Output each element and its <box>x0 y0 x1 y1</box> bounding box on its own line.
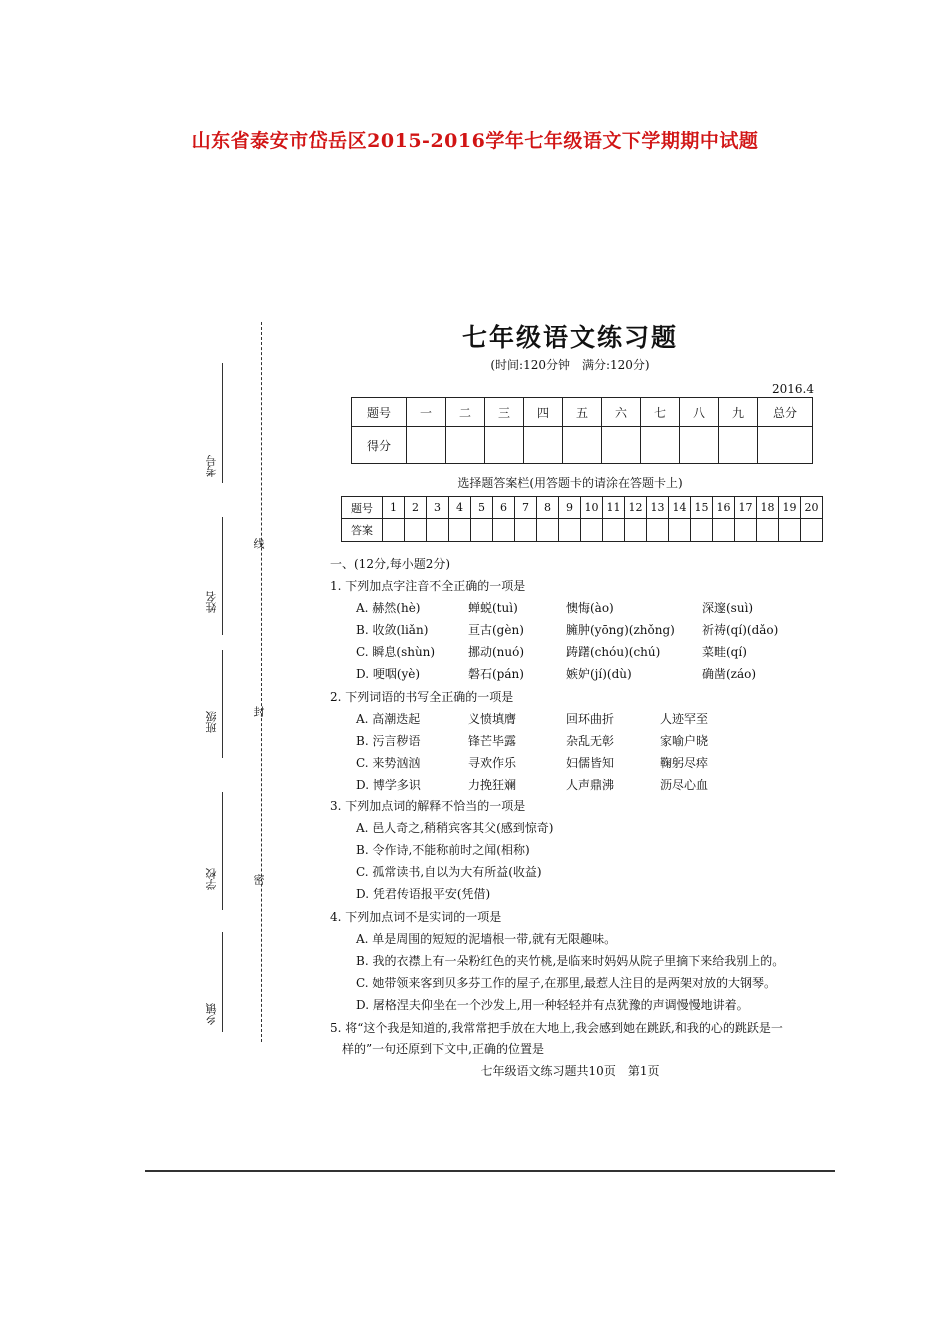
answer-row-label: 答案 <box>342 519 383 542</box>
question-4-option-b: B. 我的衣襟上有一朵粉红色的夹竹桃,是临来时妈妈从院子里摘下来给我别上的。 <box>356 954 785 968</box>
score-header-cell: 六 <box>602 398 641 427</box>
question-2-option-b-item: 杂乱无彰 <box>566 734 615 748</box>
score-cell <box>641 427 680 464</box>
answer-header-cell: 10 <box>581 497 603 519</box>
answer-cell <box>493 519 515 542</box>
question-2-option-b-item: B. 污言秽语 <box>356 734 421 748</box>
answer-header-cell: 20 <box>801 497 823 519</box>
score-cell <box>446 427 485 464</box>
question-1-stem: 1. 下列加点字注音不全正确的一项是 <box>330 579 526 593</box>
question-4-option-a: A. 单是周围的短短的泥墙根一带,就有无限趣味。 <box>356 932 617 946</box>
answer-cell <box>779 519 801 542</box>
question-1-option-d-item: 嫉妒(jí)(dù) <box>566 667 632 681</box>
question-1-option-b-item: 臃肿(yōng)(zhǒng) <box>566 623 675 637</box>
exam-subtitle: (时间:120分钟 满分:120分) <box>490 358 650 372</box>
question-2-option-d-item: D. 博学多识 <box>356 778 421 792</box>
question-3-option-b: B. 令作诗,不能称前时之闻(相称) <box>356 843 530 857</box>
answer-cell <box>449 519 471 542</box>
answer-cell <box>691 519 713 542</box>
answer-header-cell: 19 <box>779 497 801 519</box>
answer-table <box>341 496 823 542</box>
binding-blank-name <box>222 517 223 635</box>
answer-header-cell: 12 <box>625 497 647 519</box>
score-table <box>351 397 813 464</box>
question-1-option-b-item: 祈祷(qí)(dǎo) <box>702 623 779 637</box>
exam-title: 七年级语文练习题 <box>461 323 678 352</box>
answer-cell <box>515 519 537 542</box>
answer-cell <box>669 519 691 542</box>
answer-header-cell: 17 <box>735 497 757 519</box>
question-2-option-c-item: 鞠躬尽瘁 <box>660 756 709 770</box>
question-1-option-c-item: 挪动(nuó) <box>468 645 525 659</box>
bottom-rule <box>145 1170 835 1172</box>
answer-header-cell: 13 <box>647 497 669 519</box>
answer-header-cell: 11 <box>603 497 625 519</box>
score-header-cell: 七 <box>641 398 680 427</box>
question-2-option-c-item: 寻欢作乐 <box>468 756 517 770</box>
question-2-option-a-item: A. 高潮迭起 <box>356 712 421 726</box>
question-2-option-d-item: 人声鼎沸 <box>566 778 615 792</box>
question-2-option-d-item: 力挽狂斓 <box>468 778 517 792</box>
exam-date: 2016.4 <box>772 382 814 396</box>
question-4-option-c: C. 她带领来客到贝多芬工作的屋子,在那里,最惹人注目的是两架对放的大钢琴。 <box>356 976 777 990</box>
answer-header-cell: 14 <box>669 497 691 519</box>
answer-header-label: 题号 <box>342 497 383 519</box>
binding-blank-township <box>222 932 223 1032</box>
answer-cell <box>603 519 625 542</box>
seal-word-secret: 密 <box>252 874 265 885</box>
score-header-cell: 题号 <box>352 398 407 427</box>
score-header-cell: 总分 <box>758 398 813 427</box>
question-1-option-a-item: 深邃(suì) <box>702 601 754 615</box>
answer-cell <box>625 519 647 542</box>
answer-cell <box>647 519 669 542</box>
score-cell <box>524 427 563 464</box>
answer-header-cell: 18 <box>757 497 779 519</box>
question-1-option-b-item: 亘古(gèn) <box>468 623 524 637</box>
answer-header-cell: 8 <box>537 497 559 519</box>
answer-header-cell: 16 <box>713 497 735 519</box>
answer-header-cell: 5 <box>471 497 493 519</box>
score-header-cell: 二 <box>446 398 485 427</box>
question-1-option-c-item: 菜畦(qí) <box>702 645 747 659</box>
score-cell <box>758 427 813 464</box>
question-4-option-d: D. 屠格涅夫仰坐在一个沙发上,用一种轻轻并有点犹豫的声调慢慢地讲着。 <box>356 998 749 1012</box>
question-1-option-a-item: 蝉蜕(tuì) <box>468 601 518 615</box>
score-cell <box>719 427 758 464</box>
answer-cell <box>405 519 427 542</box>
question-1-option-b-item: B. 收敛(liǎn) <box>356 623 429 637</box>
binding-blank-school <box>222 792 223 910</box>
answer-cell <box>735 519 757 542</box>
question-3-option-d: D. 凭君传语报平安(凭借) <box>356 887 491 901</box>
answer-table-caption: 选择题答案栏(用答题卡的请涂在答题卡上) <box>457 476 683 490</box>
binding-dashed-line <box>261 322 262 1042</box>
question-3-option-c: C. 孤常读书,自以为大有所益(收益) <box>356 865 542 879</box>
answer-cell <box>383 519 405 542</box>
answer-cell <box>713 519 735 542</box>
score-cell <box>407 427 446 464</box>
score-table-score-row <box>352 427 813 464</box>
binding-label-class: 班级 <box>205 711 218 733</box>
score-header-cell: 四 <box>524 398 563 427</box>
question-2-stem: 2. 下列词语的书写全正确的一项是 <box>330 690 514 704</box>
score-header-cell: 八 <box>680 398 719 427</box>
score-row-label: 得分 <box>352 427 407 464</box>
answer-table-answer-row <box>342 519 823 542</box>
answer-table-header-row <box>342 497 823 519</box>
score-cell <box>485 427 524 464</box>
question-3-stem: 3. 下列加点词的解释不恰当的一项是 <box>330 799 526 813</box>
question-2-option-a-item: 义愤填膺 <box>468 712 517 726</box>
question-1-option-c-item: C. 瞬息(shùn) <box>356 645 436 659</box>
question-5-stem: 5. 将“这个我是知道的,我常常把手放在大地上,我会感到她在跳跃,和我的心的跳跃是一 <box>330 1021 783 1035</box>
question-4-stem: 4. 下列加点词不是实词的一项是 <box>330 910 502 924</box>
binding-label-school: 学校 <box>205 868 218 890</box>
question-1-option-c-item: 踌躇(chóu)(chú) <box>566 645 661 659</box>
answer-header-cell: 9 <box>559 497 581 519</box>
score-cell <box>680 427 719 464</box>
answer-header-cell: 15 <box>691 497 713 519</box>
answer-cell <box>537 519 559 542</box>
document-title: 山东省泰安市岱岳区2015-2016学年七年级语文下学期期中试题 <box>191 130 759 152</box>
question-2-option-b-item: 家喻户晓 <box>660 734 709 748</box>
score-header-cell: 三 <box>485 398 524 427</box>
answer-cell <box>471 519 493 542</box>
answer-cell <box>581 519 603 542</box>
answer-cell <box>801 519 823 542</box>
page-footer: 七年级语文练习题共10页 第1页 <box>480 1064 660 1078</box>
score-cell <box>563 427 602 464</box>
score-table-header-row <box>352 398 813 427</box>
question-3-option-a: A. 邑人奇之,稍稍宾客其父(感到惊奇) <box>356 821 554 835</box>
answer-cell <box>427 519 449 542</box>
question-2-option-a-item: 人迹罕至 <box>660 712 709 726</box>
section-heading: 一、(12分,每小题2分) <box>330 557 451 571</box>
question-2-option-c-item: C. 来势汹汹 <box>356 756 421 770</box>
answer-cell <box>757 519 779 542</box>
binding-blank-exam-no <box>222 363 223 483</box>
answer-header-cell: 6 <box>493 497 515 519</box>
score-cell <box>602 427 641 464</box>
question-1-option-d-item: 确凿(záo) <box>702 667 757 681</box>
score-header-cell: 五 <box>563 398 602 427</box>
question-2-option-c-item: 妇儒皆知 <box>566 756 615 770</box>
answer-header-cell: 7 <box>515 497 537 519</box>
score-header-cell: 九 <box>719 398 758 427</box>
binding-label-township: 乡镇 <box>205 1003 218 1025</box>
answer-cell <box>559 519 581 542</box>
score-header-cell: 一 <box>407 398 446 427</box>
binding-label-name: 姓名 <box>205 591 218 613</box>
question-2-option-a-item: 回环曲折 <box>566 712 615 726</box>
answer-header-cell: 4 <box>449 497 471 519</box>
question-1-option-d-item: 磐石(pán) <box>468 667 524 681</box>
seal-word-seal: 封 <box>252 706 265 717</box>
seal-word-line: 线 <box>252 538 265 549</box>
binding-label-exam-no: 考号 <box>205 455 218 477</box>
question-5-stem-continued: 样的”一句还原到下文中,正确的位置是 <box>342 1042 544 1056</box>
binding-blank-class <box>222 650 223 758</box>
answer-header-cell: 2 <box>405 497 427 519</box>
question-1-option-d-item: D. 哽咽(yè) <box>356 667 421 681</box>
answer-header-cell: 1 <box>383 497 405 519</box>
question-1-option-a-item: A. 赫然(hè) <box>356 601 421 615</box>
answer-header-cell: 3 <box>427 497 449 519</box>
question-2-option-d-item: 沥尽心血 <box>660 778 709 792</box>
question-1-option-a-item: 懊悔(ào) <box>566 601 614 615</box>
question-2-option-b-item: 锋芒毕露 <box>468 734 517 748</box>
